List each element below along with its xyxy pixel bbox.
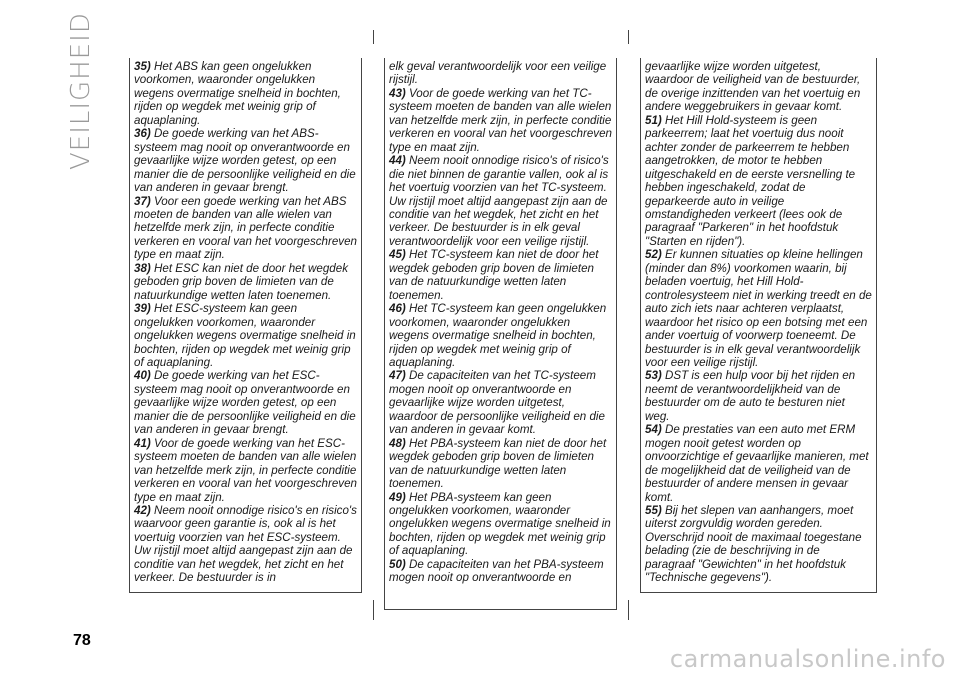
crop-mark <box>628 600 629 620</box>
warning-text: Het Hill Hold-systeem is geen parkeerrem; laat het voertuig dus nooit achter zonder de parkeerrem te hebben aangetrokken, de motor te hebben uitgeschakeld en de eerste versnelling te hebben ingeschakeld, zodat de geparkeerde auto in veilige omstandigheden verkeert (lees ook de paragraaf "Parkeren" in het hoofdstuk "Starten en rijden"). <box>645 113 856 248</box>
warning-number: 35) <box>134 60 151 73</box>
warning-number: 50) <box>389 557 406 571</box>
warning-text: elk geval verantwoordelijk voor een veilige rijstijl. <box>389 60 607 87</box>
warning-number: 52) <box>645 248 662 262</box>
warning-number: 44) <box>389 154 406 168</box>
warning-text: Het ESC-systeem kan geen ongelukken voorkomen, waaronder ongelukken wegens overmatige snelheid in bochten, rijden op wegdek met weinig grip of aquaplaning. <box>134 302 356 369</box>
warning-number: 40) <box>134 369 151 383</box>
warning-paragraph <box>389 248 612 302</box>
text-column-3 <box>640 58 877 593</box>
page-number: 78 <box>73 632 91 649</box>
warning-text: Het PBA-systeem kan niet de door het wegdek geboden grip boven de limieten van de natuurkundige wetten laten toenemen. <box>389 436 607 491</box>
warning-text: Bij het slepen van aanhangers, moet uiterst zorgvuldig worden gereden. Overschrijd nooit de maximaal toegestane belading (zie de beschrijving in de paragraaf "Gewichten" in het hoofdstuk "Technische gegevens"). <box>645 503 862 585</box>
warning-paragraph <box>389 437 612 491</box>
warning-text: Het TC-systeem kan geen ongelukken voorkomen, waaronder ongelukken wegens overmatige snelheid in bochten, rijden op wegdek met weinig grip of aquaplaning. <box>389 302 607 369</box>
warning-paragraph <box>134 504 357 585</box>
warning-paragraph <box>134 262 357 302</box>
warning-paragraph <box>134 60 357 127</box>
warning-number: 38) <box>134 261 151 275</box>
watermark: carmanualsonline.info <box>669 645 946 673</box>
warning-text: Er kunnen situaties op kleine hellingen (minder dan 8%) voorkomen waarin, bij beladen voertuig, het Hill Hold-controlesysteem niet in werking treedt en de auto zich iets naar achteren verplaatst, waardoor het risico op een botsing met een ander voertuig of voorwerp toeneemt. De bestuurder is in elk geval verantwoordelijk voor een veilige rijstijl. <box>645 248 872 369</box>
warning-text: De goede werking van het ABS-systeem mag nooit op onverantwoorde en gevaarlijke wijze worden getest, op een manier die de persoonlijke veiligheid en die van anderen in gevaar brengt. <box>134 127 356 195</box>
warning-number: 46) <box>389 302 406 316</box>
warning-paragraph <box>134 302 357 369</box>
warning-text: Voor de goede werking van het ESC-systeem moeten de banden van alle wielen van hetzelfde merk zijn, in perfecte conditie verkeren en vooral van het voorgeschreven type en maat zijn. <box>134 436 357 504</box>
warning-text: Het ESC kan niet de door het wegdek geboden grip boven de limieten van de natuurkundige wetten laten toenemen. <box>134 261 348 302</box>
warning-text: Voor een goede werking van het ABS moeten de banden van alle wielen van hetzelfde merk zijn, in perfecte conditie verkeren en vooral van het voorgeschreven type en maat zijn. <box>134 194 357 262</box>
warning-number: 45) <box>389 248 406 262</box>
warning-paragraph <box>134 195 357 262</box>
crop-mark <box>373 600 374 620</box>
warning-paragraph <box>389 87 612 154</box>
warning-paragraph <box>389 558 612 585</box>
warning-text: De capaciteiten van het PBA-systeem mogen nooit op onverantwoorde en <box>389 557 604 585</box>
warning-number: 48) <box>389 436 406 450</box>
warning-paragraph <box>389 491 612 558</box>
warning-paragraph <box>645 248 872 369</box>
warning-paragraph <box>645 60 872 114</box>
warning-text: Neem nooit onnodige risico's en risico's waarvoor geen garantie is, ook al is het voertuig voorzien van het ESC-systeem. Uw rijstijl moet altijd aangepast zijn aan de conditie van het wegdek, het zicht en het verkeer. De bestuurder is in <box>134 503 357 585</box>
warning-text: Het TC-systeem kan niet de door het wegdek geboden grip boven de limieten van de natuurkundige wetten laten toenemen. <box>389 248 599 302</box>
warning-text: De capaciteiten van het TC-systeem mogen nooit op onverantwoorde en gevaarlijke wijze worden uitgetest, waardoor de persoonlijke veiligheid en die van anderen in gevaar komt. <box>389 369 605 437</box>
warning-number: 53) <box>645 369 662 383</box>
warning-paragraph <box>134 369 357 436</box>
warning-paragraph <box>645 504 872 585</box>
warning-paragraph <box>389 60 612 87</box>
warning-number: 55) <box>645 503 662 517</box>
warning-text: De goede werking van het ESC-systeem mag nooit op onverantwoorde en gevaarlijke wijze worden getest, op een manier die de persoonlijke veiligheid en die van anderen in gevaar brengt. <box>134 369 356 437</box>
warning-number: 49) <box>389 490 406 504</box>
warning-text: gevaarlijke wijze worden uitgetest, waardoor de veiligheid van de bestuurder, de overige inzittenden van het voertuig en andere weggebruikers in gevaar komt. <box>645 60 861 114</box>
warning-paragraph <box>389 369 612 436</box>
warning-paragraph <box>645 423 872 504</box>
warning-text: Het PBA-systeem kan geen ongelukken voorkomen, waaronder ongelukken wegens overmatige snelheid in bochten, rijden op wegdek met weinig grip of aquaplaning. <box>389 490 611 558</box>
warning-paragraph <box>389 302 612 369</box>
warning-number: 37) <box>134 194 151 208</box>
warning-number: 47) <box>389 369 406 383</box>
section-title: VEILIGHEID <box>66 12 96 170</box>
warning-number: 36) <box>134 127 151 141</box>
warning-number: 51) <box>645 113 662 127</box>
warning-number: 41) <box>134 436 151 450</box>
text-column-1 <box>129 58 362 593</box>
warning-text: Voor de goede werking van het TC-systeem moeten de banden van alle wielen van hetzelfde merk zijn, in perfecte conditie verkeren en vooral van het voorgeschreven type en maat zijn. <box>389 86 612 154</box>
warning-text: Neem nooit onnodige risico's of risico's die niet binnen de garantie vallen, ook al is het voertuig voorzien van het TC-systeem. Uw rijstijl moet altijd aangepast zijn aan de conditie van het wegdek, het zicht en het verkeer. De bestuurder is in elk geval verantwoordelijk voor een veilige rijstijl. <box>389 154 609 248</box>
warning-paragraph <box>645 114 872 249</box>
warning-text: DST is een hulp voor bij het rijden en neemt de verantwoordelijkheid van de bestuurder om de auto te besturen niet weg. <box>645 369 856 423</box>
warning-number: 43) <box>389 86 406 100</box>
warning-paragraph <box>134 127 357 194</box>
warning-number: 54) <box>645 423 662 437</box>
warning-paragraph <box>389 154 612 248</box>
text-column-2 <box>384 58 617 610</box>
warning-number: 39) <box>134 302 151 316</box>
warning-text: De prestaties van een auto met ERM mogen nooit getest worden op onvoorzichtige ef gevaarlijke manieren, met de mogelijkheid dat de veiligheid van de bestuurder of andere mensen in gevaar komt. <box>645 423 869 504</box>
warning-number: 42) <box>134 503 151 517</box>
warning-paragraph <box>645 369 872 423</box>
warning-text: Het ABS kan geen ongelukken voorkomen, waaronder ongelukken wegens overmatige snelheid in bochten, rijden op wegdek met weinig grip of aquaplaning. <box>134 60 341 127</box>
crop-mark <box>628 30 629 44</box>
crop-mark <box>373 30 374 44</box>
warning-paragraph <box>134 437 357 504</box>
